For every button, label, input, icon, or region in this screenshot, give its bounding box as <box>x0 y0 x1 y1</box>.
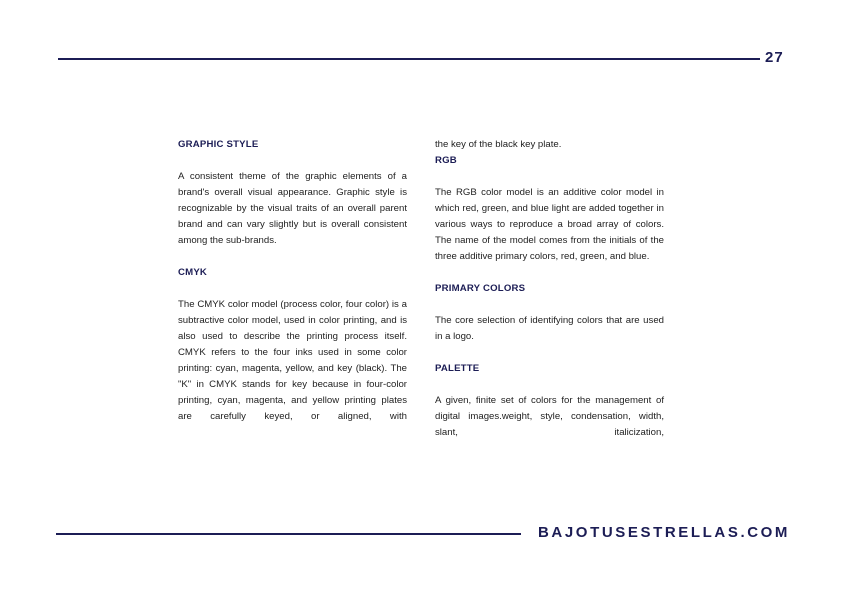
page-number: 27 <box>765 49 784 66</box>
spacer <box>178 249 407 265</box>
footer-rule <box>56 533 521 535</box>
left-column <box>178 137 407 425</box>
spacer <box>178 153 407 169</box>
spacer <box>435 377 664 393</box>
cmyk-heading: CMYK <box>178 267 208 278</box>
spacer <box>435 265 664 281</box>
spacer <box>435 345 664 361</box>
palette-body: A given, finite set of colors for the management of digital images.weight, style, condensation, width, slant, italicization, <box>435 395 664 438</box>
graphic-style-body: A consistent theme of the graphic elements of a brand's overall visual appearance. Graphic style is recognizable by the visual traits of an overall parent brand and can vary slightly but is overall consistent among the sub-brands. <box>178 171 407 246</box>
header-rule <box>58 58 760 60</box>
rgb-heading: RGB <box>435 155 457 166</box>
graphic-style-heading: GRAPHIC STYLE <box>178 139 259 150</box>
spacer <box>178 281 407 297</box>
footer-website: BAJOTUSESTRELLAS.COM <box>538 524 791 541</box>
primary-colors-body: The core selection of identifying colors that are used in a logo. <box>435 315 664 342</box>
rgb-body: The RGB color model is an additive color model in which red, green, and blue light are added together in various ways to reproduce a broad array of colors. The name of the model comes from the initials of the three additive primary colors, red, green, and blue. <box>435 187 664 262</box>
spacer <box>435 297 664 313</box>
palette-heading: PALETTE <box>435 363 480 374</box>
primary-colors-heading: PRIMARY COLORS <box>435 283 526 294</box>
cmyk-body-continuation: the key of the black key plate. <box>435 139 562 150</box>
cmyk-body: The CMYK color model (process color, four color) is a subtractive color model, used in color printing, and is also used to describe the printing process itself. CMYK refers to the four inks used in some color printing: cyan, magenta, yellow, and key (black). The "K" in CMYK stands for key because in four-color printing, cyan, magenta, and yellow printing plates are carefully keyed, or aligned, with <box>178 299 407 422</box>
spacer <box>435 169 664 185</box>
right-column <box>435 137 664 441</box>
